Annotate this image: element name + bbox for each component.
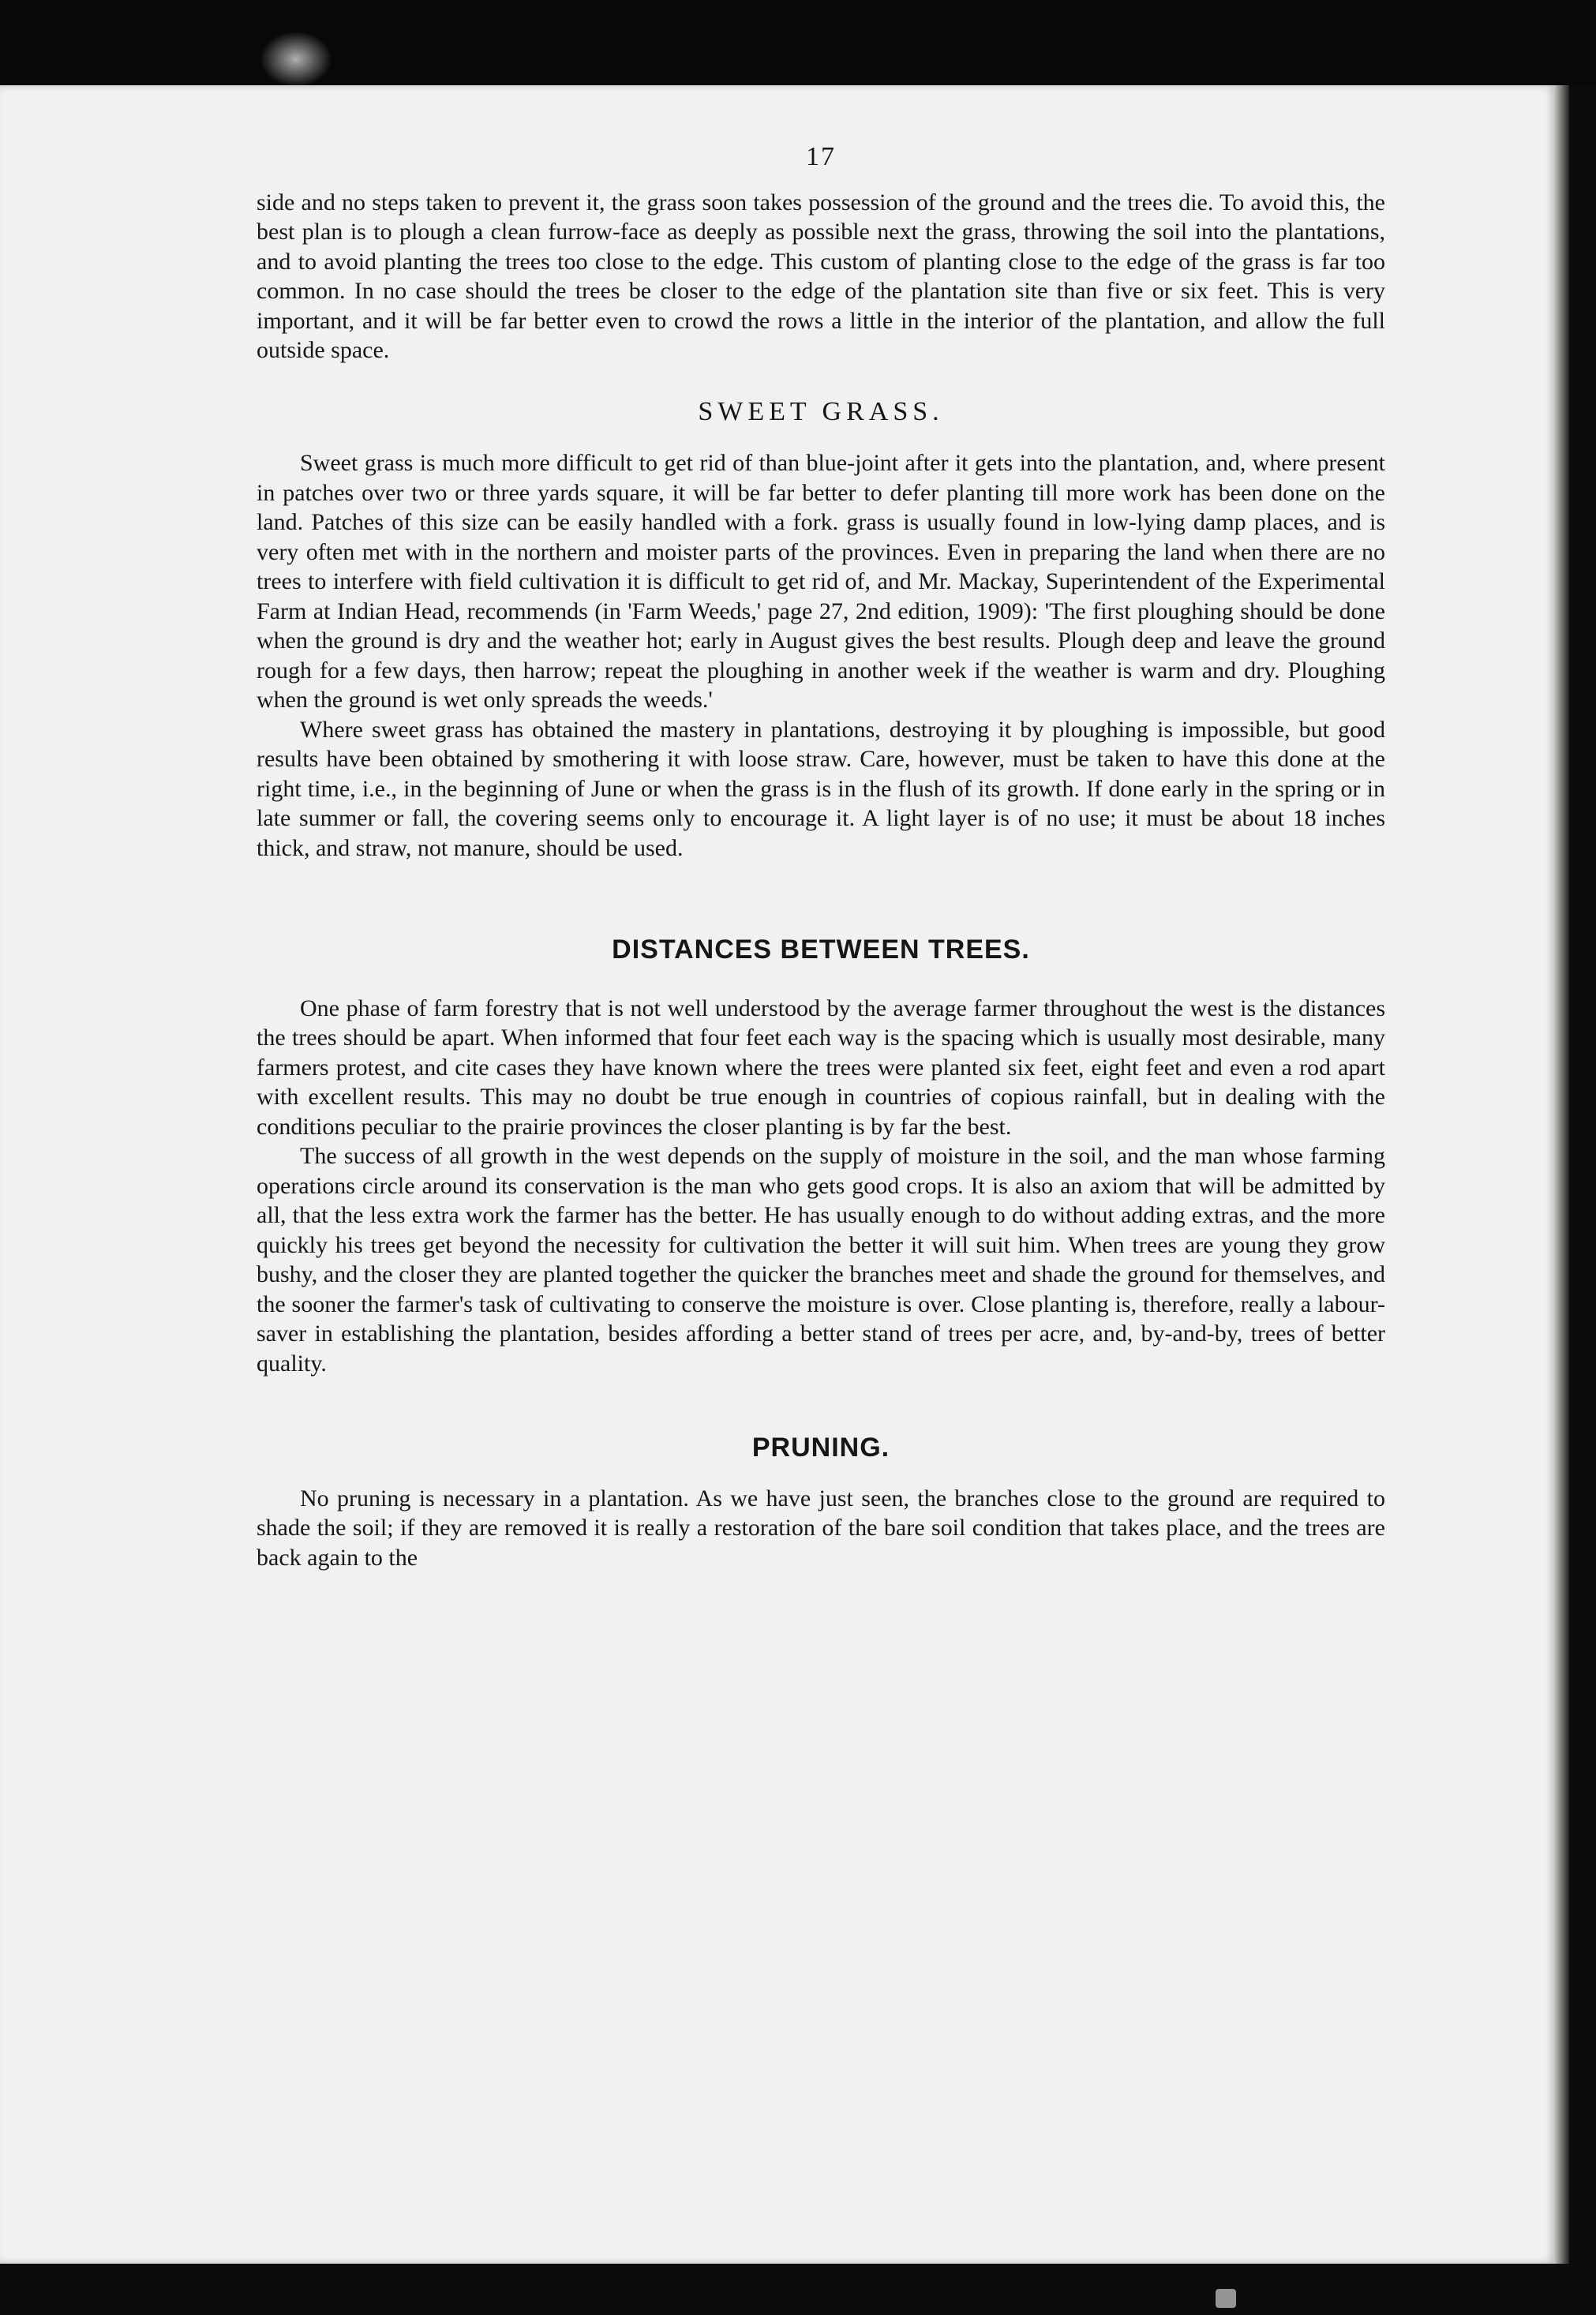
page-edge-shadow [1553,85,1569,2264]
scan-artifact-mark [1216,2289,1236,2308]
scan-background-top [0,0,1596,87]
page-number: 17 [806,142,836,171]
intro-paragraph: side and no steps taken to prevent it, the grass soon takes possession of the ground and the trees die. To avoid this, the best plan is to plough a clean furrow-face as deeply as possible next the grass, throwing the soil into the plantations, and to avoid planting the trees too close to the edge. This custom of planting close to the edge of the grass is far too common. In no case should the trees be closer to the edge of the plantation site than five or six feet. This is very important, and it will be far better even to crowd the rows a little in the interior of the plantation, and allow the full outside space. [257,189,1385,363]
section-heading-distances: DISTANCES BETWEEN TREES. [612,935,1030,965]
distances-paragraph-2: The success of all growth in the west depends on the supply of moisture in the soil, and the man whose farming operations circle around its conservation is the man who gets good crops. It is also an axiom that will be admitted by all, that the less extra work the farmer has the better. He has usually enough to do without adding extras, and the more quickly his trees get beyond the necessity for cultivation the better it will suit him. When trees are young they grow bushy, and the closer they are planted together the quicker the branches meet and shade the ground for themselves, and the sooner the farmer's task of cultivating to conserve the moisture is over. Close planting is, therefore, really a labour-saver in establishing the plantation, besides affording a better stand of trees per acre, and, by-and-by, trees of better quality. [257,1143,1385,1377]
pruning-paragraph-1: No pruning is necessary in a plantation. As we have just seen, the branches close to the ground are required to shade the soil; if they are removed it is really a restoration of the bare soil condition that takes place, and the trees are back again to the [257,1485,1385,1571]
sweet-grass-paragraph-1: Sweet grass is much more difficult to get rid of than blue-joint after it gets into the plantation, and, where present in patches over two or three yards square, it will be far better to defer planting till more work has been done on the land. Patches of this size can be easily handled with a fork. grass is usually found in low-lying damp places, and is very often met with in the northern and moister parts of the provinces. Even in preparing the land when there are no trees to interfere with field cultivation it is difficult to get rid of, and Mr. Mackay, Superintendent of the Experimental Farm at Indian Head, recommends (in 'Farm Weeds,' page 27, 2nd edition, 1909): 'The first ploughing should be done when the ground is dry and the weather hot; early in August gives the best results. Plough deep and leave the ground rough for a few days, then harrow; repeat the ploughing in another week if the weather is warm and dry. Ploughing when the ground is wet only spreads the weeds.' [257,450,1385,713]
distances-paragraph-1: One phase of farm forestry that is not well understood by the average farmer throughout the west is the distances the trees should be apart. When informed that four feet each way is the spacing which is usually most desirable, many farmers protest, and cite cases they have known where the trees were planted six feet, eight feet and even a rod apart with excellent results. This may no doubt be true enough in countries of copious rainfall, but in dealing with the conditions peculiar to the prairie provinces the closer planting is by far the best. [257,995,1385,1140]
sweet-grass-paragraph-2: Where sweet grass has obtained the mastery in plantations, destroying it by ploughing is impossible, but good results have been obtained by smothering it with loose straw. Care, however, must be taken to have this done at the right time, i.e., in the beginning of June or when the grass is in the flush of its growth. If done early in the spring or in late summer or fall, the covering seems only to encourage it. A light layer is of no use; it must be about 18 inches thick, and straw, not manure, should be used. [257,716,1385,861]
page-body [257,142,1385,1572]
section-heading-pruning: PRUNING. [751,1433,890,1463]
scan-light-spot [260,32,332,87]
section-heading-sweet-grass: SWEET GRASS. [698,396,944,426]
